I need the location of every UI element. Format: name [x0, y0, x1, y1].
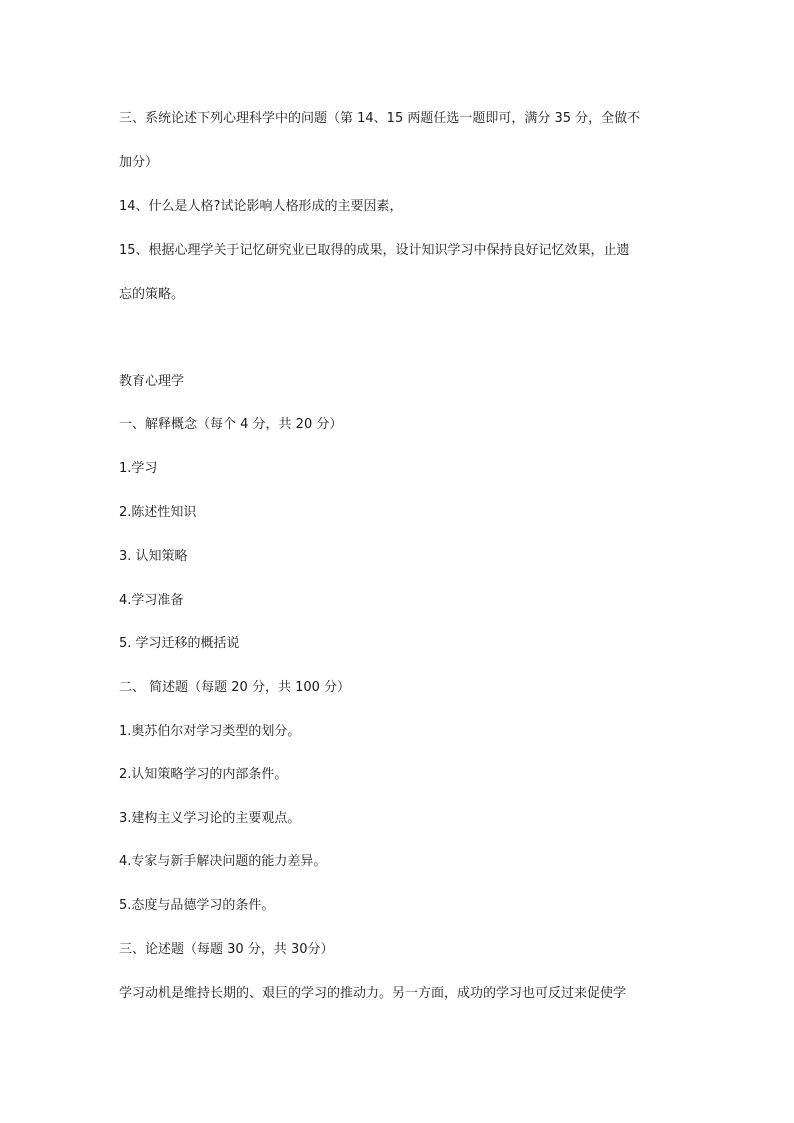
part3-heading: 三、论述题（每题 30 分，共 30分）	[119, 942, 334, 957]
part1-item-4: 4.学习准备	[119, 593, 184, 608]
part3-text-line1: 学习动机是维持长期的、艰巨的学习的推动力。另一方面，成功的学习也可反过来促使学	[119, 986, 627, 1001]
question-15-line2: 忘的策略。	[119, 287, 185, 302]
part2-item-4: 4.专家与新手解决问题的能力差异。	[119, 854, 327, 869]
part1-heading: 一、解释概念（每个 4 分，共 20 分）	[119, 417, 343, 432]
part1-item-2: 2.陈述性知识	[119, 505, 197, 520]
section3-heading-line1: 三、系统论述下列心理科学中的问题（第 14、15 两题任选一题即可，满分 35 分，全做不	[119, 111, 641, 126]
part2-item-2: 2.认知策略学习的内部条件。	[119, 767, 288, 782]
part2-item-5: 5.态度与品德学习的条件。	[119, 898, 275, 913]
edu-psych-title: 教育心理学	[119, 374, 185, 389]
question-15-line1: 15、根据心理学关于记忆研究业已取得的成果，设计知识学习中保持良好记忆效果，止遗	[119, 243, 630, 258]
part2-heading: 二、 简述题（每题 20 分，共 100 分）	[119, 680, 351, 695]
section3-heading-line2: 加分）	[119, 155, 159, 170]
part1-item-5: 5. 学习迁移的概括说	[119, 636, 240, 651]
question-14: 14、什么是人格?试论影响人格形成的主要因素，	[119, 199, 403, 214]
part2-item-3: 3.建构主义学习论的主要观点。	[119, 811, 301, 826]
part2-item-1: 1.奥苏伯尔对学习类型的划分。	[119, 724, 301, 739]
part1-item-3: 3. 认知策略	[119, 549, 188, 564]
part1-item-1: 1.学习	[119, 461, 158, 476]
